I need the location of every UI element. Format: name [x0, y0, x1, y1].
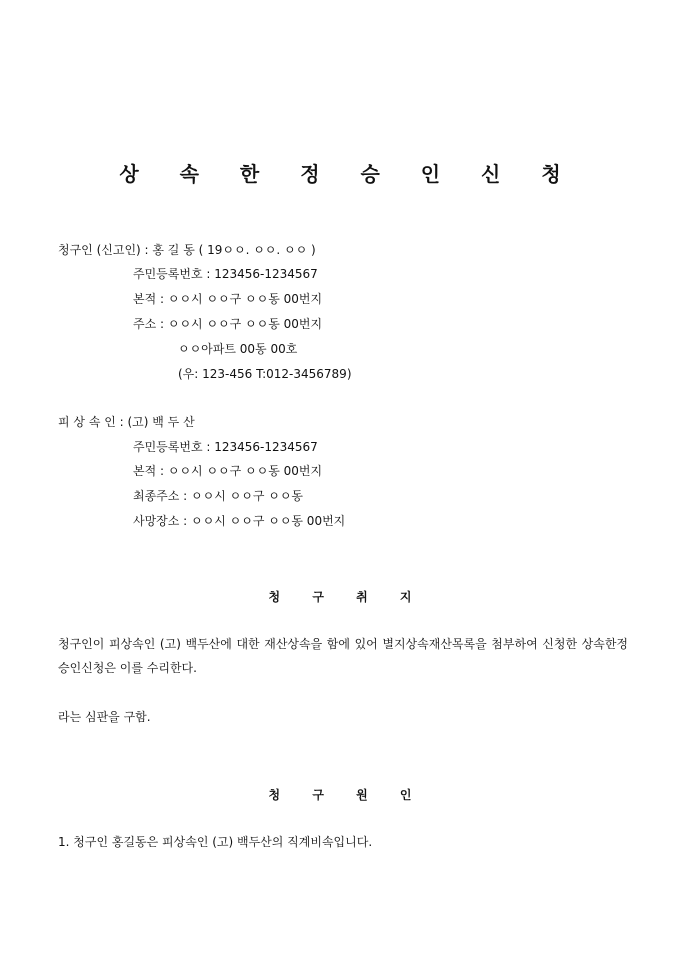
- cause-item-1: 1. 청구인 홍길동은 피상속인 (고) 백두산의 직계비속입니다.: [58, 835, 373, 849]
- document-title: 상 속 한 정 승 인 신 청: [119, 162, 578, 186]
- decedent-last-address: 최종주소 : ㅇㅇ시 ㅇㅇ구 ㅇㅇ동: [133, 489, 303, 503]
- purpose-heading: 청 구 취 지: [268, 590, 426, 604]
- claimant-domicile: 본적 : ㅇㅇ시 ㅇㅇ구 ㅇㅇ동 00번지: [133, 292, 323, 306]
- decedent-death-place: 사망장소 : ㅇㅇ시 ㅇㅇ구 ㅇㅇ동 00번지: [133, 514, 346, 528]
- decedent-header: 피 상 속 인 : (고) 백 두 산: [58, 415, 195, 429]
- claimant-resident-number: 주민등록번호 : 123456-1234567: [133, 267, 318, 281]
- claimant-postal-phone: (우: 123-456 T:012-3456789): [178, 367, 352, 381]
- purpose-closing: 라는 심판을 구함.: [58, 710, 151, 724]
- claimant-address-line-1: 주소 : ㅇㅇ시 ㅇㅇ구 ㅇㅇ동 00번지: [133, 317, 323, 331]
- purpose-body: 청구인이 피상속인 (고) 백두산에 대한 재산상속을 함에 있어 별지상속재산목록을 첨부하여 신청한 상속한정승인신청은 이를 수리한다.: [58, 637, 628, 675]
- cause-heading: 청 구 원 인: [268, 788, 426, 802]
- decedent-domicile: 본적 : ㅇㅇ시 ㅇㅇ구 ㅇㅇ동 00번지: [133, 464, 323, 478]
- claimant-address-line-2: ㅇㅇ아파트 00동 00호: [178, 342, 298, 356]
- claimant-header: 청구인 (신고인) : 홍 길 동 ( 19ㅇㅇ. ㅇㅇ. ㅇㅇ ): [58, 243, 316, 257]
- decedent-resident-number: 주민등록번호 : 123456-1234567: [133, 440, 318, 454]
